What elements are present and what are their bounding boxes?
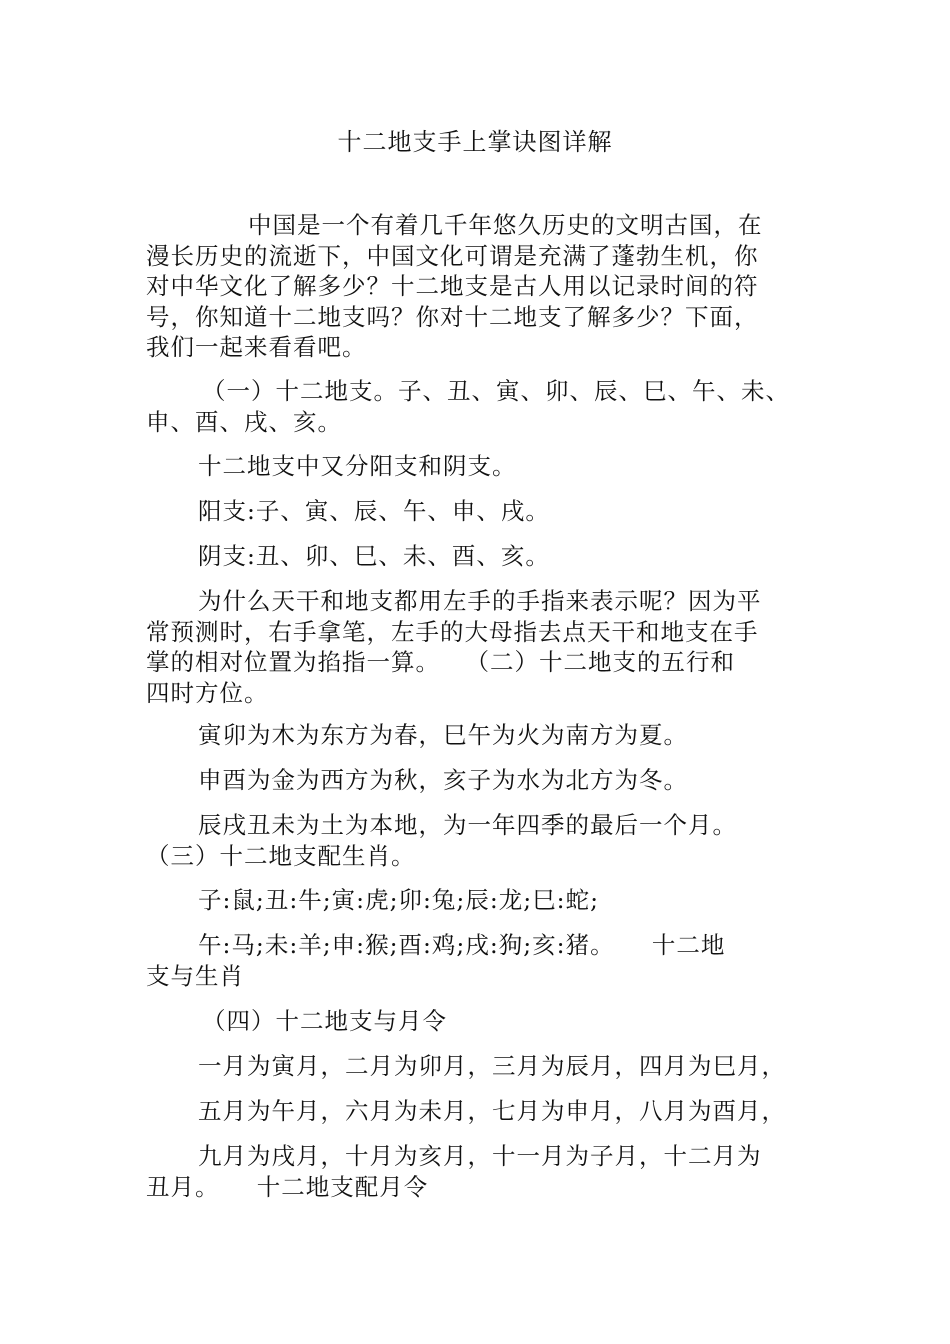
section-four-heading bbox=[146, 1006, 806, 1037]
text-line: 九月为戌月，十月为亥月，十一月为子月，十二月为 bbox=[198, 1142, 762, 1170]
text-line: 寅卯为木为东方为春，巳午为火为南方为夏。 bbox=[198, 721, 688, 749]
text-line: 阳支:子、寅、辰、午、申、戌。 bbox=[198, 497, 550, 525]
text-line: （一）十二地支。子、丑、寅、卯、辰、巳、午、未、 bbox=[202, 377, 790, 405]
text-line: 一月为寅月，二月为卯月，三月为辰月，四月为巳月， bbox=[198, 1052, 786, 1080]
text-line: 十二地支中又分阳支和阴支。 bbox=[198, 452, 517, 480]
text-line: （四）十二地支与月令 bbox=[202, 1007, 447, 1035]
text-line: 号，你知道十二地支吗？你对十二地支了解多少？下面， bbox=[146, 302, 759, 331]
section-one-paragraph bbox=[146, 376, 806, 437]
why-left-hand-paragraph bbox=[146, 586, 806, 708]
text-line: 辰戌丑未为土为本地，为一年四季的最后一个月。 bbox=[198, 811, 737, 839]
center-earth-paragraph bbox=[146, 810, 806, 871]
text-line: 申酉为金为西方为秋，亥子为水为北方为冬。 bbox=[198, 766, 688, 794]
text-line: 支与生肖 bbox=[146, 961, 244, 990]
text-line: 阴支:丑、卯、巳、未、酉、亥。 bbox=[198, 542, 550, 570]
text-line: 午:马;未:羊;申:猴;酉:鸡;戌:狗;亥:猪。 十二地 bbox=[198, 931, 726, 959]
yinyang-intro-paragraph bbox=[146, 451, 806, 482]
yang-branches-paragraph bbox=[146, 496, 806, 527]
text-line: 对中华文化了解多少？十二地支是古人用以记录时间的符 bbox=[146, 272, 759, 300]
months-paragraph-three bbox=[146, 1141, 806, 1202]
text-line: 四时方位。 bbox=[146, 678, 269, 707]
text-line: 为什么天干和地支都用左手的手指来表示呢？因为平 bbox=[198, 587, 762, 615]
text-line: 五月为午月，六月为未月，七月为申月，八月为酉月， bbox=[198, 1097, 786, 1125]
intro-paragraph bbox=[146, 210, 806, 363]
text-line: 子:鼠;丑:牛;寅:虎;卯:兔;辰:龙;巳:蛇; bbox=[198, 886, 600, 914]
text-line: 申、酉、戌、亥。 bbox=[146, 407, 342, 436]
west-north-paragraph bbox=[146, 765, 806, 796]
text-line: 漫长历史的流逝下，中国文化可谓是充满了蓬勃生机，你 bbox=[146, 241, 759, 270]
text-line: 中国是一个有着几千年悠久历史的文明古国，在 bbox=[248, 211, 763, 239]
zodiac-paragraph-two bbox=[146, 930, 806, 991]
zodiac-paragraph-one bbox=[146, 885, 806, 916]
months-paragraph-two bbox=[146, 1096, 806, 1127]
text-line: （三）十二地支配生肖。 bbox=[146, 841, 416, 870]
months-paragraph-one bbox=[146, 1051, 806, 1082]
text-line: 常预测时，右手拿笔，左手的大母指去点天干和地支在手 bbox=[146, 617, 759, 646]
text-line: 丑月。 十二地支配月令 bbox=[146, 1172, 429, 1201]
yin-branches-paragraph bbox=[146, 541, 806, 572]
east-south-paragraph bbox=[146, 720, 806, 751]
text-line: 我们一起来看看吧。 bbox=[146, 333, 367, 361]
text-line: 掌的相对位置为掐指一算。 （二）十二地支的五行和 bbox=[146, 648, 735, 676]
document-title: 十二地支手上掌诀图详解 bbox=[337, 128, 613, 156]
